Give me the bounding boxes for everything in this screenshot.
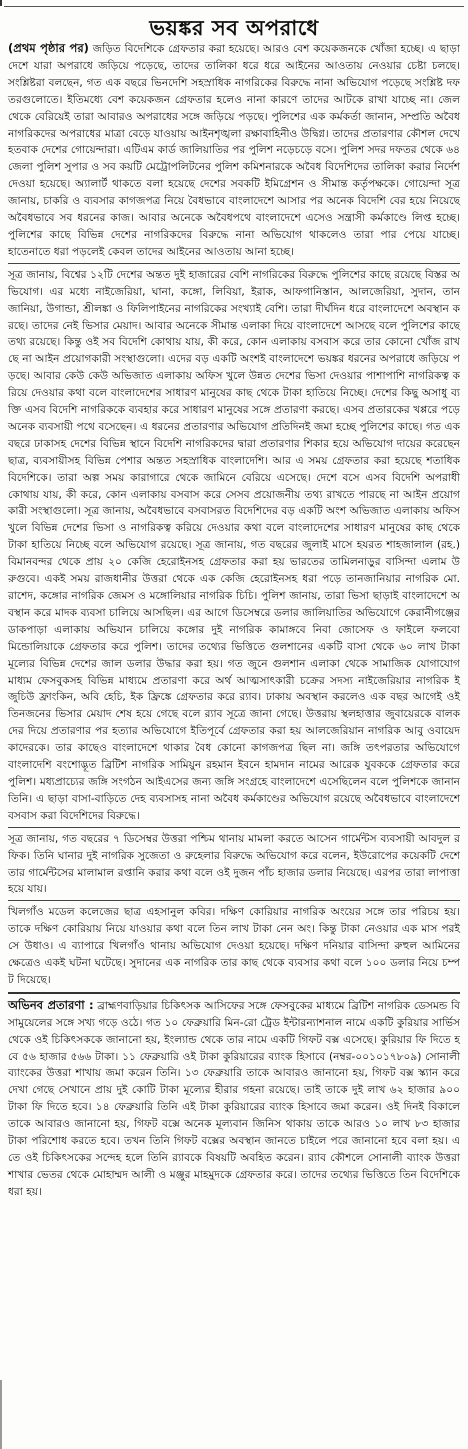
article-body bbox=[8, 40, 460, 1201]
paragraph-5-text: ব্রাহ্মণবাড়িয়ার চিকিৎসক আসিফের সঙ্গে ফেসবুকের মাধ্যমে ব্রিটিশ নাগরিক ডেসমন্ড বি সামুয়েলের সঙ্গে সখ্য গড়ে ওঠে। গত ১০ ফেব্রুয়ারি মিন-রো ট্রেড ইন্টারন্যাশনাল নামে একটি কুরিয়ার সার্ভিস থেকে ওই চিকিৎসককে জানানো হয়, ইংল্যান্ড থেকে তার নামে একটি গিফট বক্স এসেছে। কুরিয়ার ফি দিতে হবে ৫৬ হাজার ৫৬৬ টাকা। ১১ ফেব্রুয়ারি ওই টাকা কুরিয়ারের ব্যাংক হিসাবে (নম্বর-০০১০১৭৮০৯) সোনালী ব্যাংকের উত্তরা শাখায় জমা করেন তিনি। ১৩ ফেব্রুয়ারি তাকে আবারও জানানো হয়, গিফট বক্স স্ক্যান করে দেখা গেছে সেখানে প্রায় দুই কোটি টাকা মূল্যের হীরার গহনা রয়েছে। তাই তাকে দুই লাখ ৬২ হাজার ৯০০ টাকা ফি দিতে হবে। ১৪ ফেব্রুয়ারি তিনি এই টাকা কুরিয়ারের ব্যাংক হিসাবে জমা করেন। ওই দিনই বিকালে তাকে আবারও জানানো হয়, গিফট বক্সে অনেক মূল্যবান জিনিস থাকায় তাকে আরও ১০ লাখ ৮৩ হাজার টাকা পরিশোধ করতে হবে। তখন তিনি গিফট বক্সের অবস্থান জানতে চাইলে পরে জানানো হবে বলা হয়। এতে ওই চিকিৎসকের সন্দেহ হলে তিনি র‌্যাবকে বিষয়টি অবহিত করেন। র‌্যাব কৌশলে সোনালী ব্যাংক উত্তরা শাখার ভেতর থেকে মোহাম্মদ আলী ও মঞ্জুর মাহমুদকে গ্রেফতার করে। তাদের তথ্যের ভিত্তিতে তিন বিদেশিকে ধরা হয়। bbox=[8, 999, 461, 1198]
paragraph-3: সূত্র জানায়, গত বছরের ৭ ডিসেম্বর উত্তরা পশ্চিম থানায় মামলা করতে আসেন গার্মেন্টস ব্যবসায়ী আবদুল রফিক। তিনি ঘানার দুই নাগরিক সুজেতা ও রুহেলার বিরুদ্ধে অভিযোগ করে বলেন, ইউরোপের কয়েকটি দেশে তার গার্মেন্টসের মালামাল রপ্তানি করার কথা বলে ওই দুজন পাঁচ হাজার ডলার নিয়েছে। এরপর তারা লাপাত্তা হয়ে যায়। bbox=[8, 832, 460, 896]
edge-mark bbox=[0, 1380, 2, 1449]
headline: ভয়ঙ্কর সব অপরাধে bbox=[149, 16, 319, 40]
edge-mark bbox=[0, 0, 2, 6]
subhead-label: অভিনব প্রতারণা : bbox=[8, 997, 94, 1012]
paragraph-5 bbox=[8, 997, 460, 1201]
paragraph-2: সূত্র জানায়, বিশ্বের ১২টি দেশের অন্তত দুই হাজারের বেশি নাগরিকের বিরুদ্ধে পুলিশের কাছে রয়েছে বিস্তর অভিযোগ। এর মধ্যে নাইজেরিয়া, ঘানা, কঙ্গো, লিবিয়া, ইরাক, আফগানিস্তান, আলজেরিয়া, সুদান, তানজানিয়া, উগান্ডা, শ্রীলঙ্কা ও ফিলিপাইনের নাগরিকের সংখ্যাই বেশি। তারা দীর্ঘদিন ধরে বাংলাদেশে অবস্থান করছে। তাদের নেই ভিসার মেয়াদ। আবার অনেকে সীমান্ত এলাকা দিয়ে বাংলাদেশে আসছে বলে পুলিশের কাছে তথ্য রয়েছে। কিন্তু ওই সব বিদেশি কোথায় যায়, কী করে, কোন এলাকায় বসবাস করে তার কোনো খোঁজ রাখছে না আইন প্রয়োগকারী সংস্থাগুলো। এদের বড় একটি অংশই বাংলাদেশে ভয়ঙ্কর ধরনের অপরাধে জড়িয়ে পড়ছে। আবার কেউ কেউ অভিজাত এলাকায় অফিস খুলে উন্নত দেশের ভিসা দেওয়ার পাশাপাশি নাগরিকত্ব করিয়ে দেওয়ার কথা বলে বাংলাদেশের সাধারণ মানুষের কাছ থেকে টাকা হাতিয়ে নিচ্ছে। দেশের কিছু অসাধু ব্যক্তি এসব বিদেশি নাগরিককে ব্যবহার করে সাধারণ মানুষের সঙ্গে প্রতারণা করছে। এসব প্রতারকের খপ্পরে পড়ে অনেক ব্যবসায়ী পথে বসেছেন। এ ধরনের প্রতারণার অভিযোগ প্রতিদিনই জমা হচ্ছে পুলিশের কাছে। গত এক বছরে ঢাকাসহ দেশের বিভিন্ন স্থানে বিদেশি নাগরিকদের দ্বারা প্রতারণার শিকার হয়ে অভিযোগ দায়ের করেছেন ছাত্র, ব্যবসায়ীসহ বিভিন্ন পেশার অন্তত সহস্রাধিক বাংলাদেশি। আর এ সময় গ্রেফতার করা হয়েছে শতাধিক বিদেশিকে। তারা অল্প সময় কারাগারে থেকে জামিনে বেরিয়ে এসেছে। দেশে বসে এসব বিদেশি অপরাধী কোথায় যায়, কী করে, কোন এলাকায় বসবাস করে সেসব প্রয়োজনীয় তথ্য রাখতে পারছে না আইন প্রয়োগকারী সংস্থাগুলো। সূত্র জানায়, অবৈধভাবে বসবাসরত বিদেশিদের বড় একটি অংশ অভিজাত এলাকায় অফিস খুলে বিভিন্ন দেশের ভিসা ও নাগরিকত্ব করিয়ে দেওয়ার কথা বলে বাংলাদেশের সাধারণ মানুষের কাছ থেকে টাকা হাতিয়ে নিচ্ছে বলে অভিযোগ রয়েছে। সূত্র জানায়, গত বছরের জুলাই মাসে হযরত শাহজালাল (রহ.) বিমানবন্দর থেকে প্রায় ২০ কেজি হেরোইনসহ গ্রেফতার করা হয় ভারতের তামিলনাড়ুর বাসিন্দা এলাম উরুগুবে। একই সময় রাজধানীর উত্তরা থেকে এক কেজি হেরোইনসহ ধরা পড়ে তানজানিয়ার নাগরিক মো. রাশেদ, কঙ্গোর নাগরিক জেমস ও মঙ্গোলিয়ার নাগরিক চিচি। পুলিশ জানায়, তারা ভিসা ছাড়াই বাংলাদেশে অবস্থান করে মাদক ব্যবসা চালিয়ে আসছিল। এর আগে ডিসেম্বরে ডলার জালিয়াতির অভিযোগে কেরানীগঞ্জের ডাকপাড়া এলাকায় অভিযান চালিয়ে কঙ্গোর দুই নাগরিক কামাঙ্গবে নিবা জোসেফ ও ফাইলে ফলবো মিন্ডোলিয়াকে গ্রেফতার করে পুলিশ। তাদের তথ্যের ভিত্তিতে গুলশানের একটি বাসা থেকে ৬০ লাখ টাকা মূল্যের বিভিন্ন দেশের জাল ডলার উদ্ধার করা হয়। গত জুনে গুলশান এলাকা থেকে সামাজিক যোগাযোগ মাধ্যম ফেসবুকসহ বিভিন্ন মাধ্যমে প্রতারণা করে অর্থ আত্মসাৎকারী চক্রের সদস্য নাইজেরিয়ার নাগরিক ইজুচিউ ফ্রাংকিন, অবি হেচি, ইক ফ্রিঙ্কে গ্রেফতার করে র‌্যাব। ঢাকায় অবস্থান করলেও এক বছর আগেই ওই তিনজনের ভিসার মেয়াদ শেষ হয়ে গেছে বলে র‌্যাব সূত্রে জানা গেছে। উত্তরায় স্থলহাত্তার জুবায়েরকে বালকদের দিয়ে প্রতারণার পর হত্যার অভিযোগে ইতিপূর্বে গ্রেফতার করা হয় আলজেরিয়ান নাগরিক আবু ওবায়েদ কাদেরকে। তার কাছেও বাংলাদেশে থাকার বৈধ কোনো কাগজপত্র ছিল না। জঙ্গি তৎপরতার অভিযোগে বাংলাদেশি বংশোদ্ভূত ব্রিটিশ নাগরিক সামিয়ুন রহমান ইবনে হামদান নামের আরেক যুবককে গ্রেফতার করে পুলিশ। মধ্যপ্রাচ্যের জঙ্গি সংগঠন আইএসের জন্য জঙ্গি সংগ্রহে বাংলাদেশে এসেছিলেন বলে পুলিশকে জানান তিনি। এ ছাড়া বাসা-বাড়িতে দেহ ব্যবসাসহ নানা অবৈধ কর্মকাণ্ডের অভিযোগ রয়েছে অবৈধভাবে বাংলাদেশে বসবাস করা বিদেশিদের বিরুদ্ধে। bbox=[8, 268, 460, 822]
continuation-label: (প্রথম পৃষ্ঠার পর) bbox=[8, 41, 89, 55]
divider bbox=[8, 992, 460, 994]
paragraph-1-text: জড়িত বিদেশিকে গ্রেফতার করা হয়েছে। আরও বেশ কয়েকজনকে খোঁজা হচ্ছে। এ ছাড়া দেশে যারা অপরাধে জড়িয়ে পড়েছে, তাদের তালিকা ধরে ধরে আইনের আওতায় নেওয়ার চেষ্টা চলছে। সংশ্লিষ্টরা বলছেন, গত এক বছরে ভিনদেশি সহস্রাধিক নাগরিকের বিরুদ্ধে নানা অভিযোগ পড়েছে সংশ্লিষ্ট দফতরগুলোতে। ইতিমধ্যে বেশ কয়েকজন গ্রেফতার হলেও নানা কারণে তাদের আটকে রাখা যাচ্ছে না। জেল থেকে বেরিয়েই তারা আবারও অপরাধের সঙ্গে জড়িয়ে পড়ছে। পুলিশের এক কর্মকর্তা জানান, সম্প্রতি অবৈধ নাগরিকদের অপরাধের মাত্রা বেড়ে যাওয়ায় আইনশৃঙ্খলা রক্ষাবাহিনীও উদ্বিগ্ন। তাদের প্রতারণার কৌশল দেখে হতবাক দেশের গোয়েন্দারা। এটিএম কার্ড জালিয়াতির পর পুলিশ নড়েচড়ে বসে। পুলিশ সদর দফতর থেকে ৬৪ জেলা পুলিশ সুপার ও সব কয়টি মেট্রোপলিটনের পুলিশ কমিশনারকে অবৈধ বিদেশিদের তালিকা করার নির্দেশ দেওয়া হয়েছে। অ্যালার্ট থাকতে বলা হয়েছে দেশের সবকটি ইমিগ্রেশন ও সীমান্ত কর্তৃপক্ষকে। গোয়েন্দা সূত্র জানায়, চাকরি ও ব্যবসার কাগজপত্র নিয়ে বৈধভাবে বাংলাদেশে আসার পর অনেক বিদেশি বের হয়ে নিয়েছে অবৈধভাবে সব ধরনের কাজ। আবার অনেকে অবৈধপথে বাংলাদেশে এসেও সন্ত্রাসী কর্মকাণ্ডে লিপ্ত হচ্ছে। পুলিশের কাছে বিভিন্ন দেশের নাগরিকদের বিরুদ্ধে নানা অভিযোগ থাকলেও তারা পার পেয়ে যাচ্ছে। হাতেনাতে ধরা পড়লেই কেবল তাদের আইনের আওতায় আনা হচ্ছে। bbox=[8, 43, 460, 258]
top-rule bbox=[4, 0, 464, 7]
divider bbox=[8, 900, 460, 901]
paragraph-4: খিলগাঁও মডেল কলেজের ছাত্র এহসানুল কবির। দক্ষিণ কোরিয়ার নাগরিক অংয়ের সঙ্গে তার পরিচয় হয়। তাকে দক্ষিণ কোরিয়ায় নিয়ে যাওয়ার কথা বলে তিন লাখ টাকা নেন অং। কিন্তু টাকা নেওয়ার এক মাস পরই সে উধাও। এ ব্যাপারে খিলগাঁও থানায় অভিযোগ দেওয়া হয়েছে। দক্ষিণ দনিয়ার বাসিন্দা রুহুল আমিনের ক্ষেত্রেও একই ঘটনা ঘটেছে। সুদানের এক নাগরিক তার কাছ থেকে ব্যবসার কথা বলে ১০০ ডলার নিয়ে চম্পট দিয়েছে। bbox=[8, 906, 460, 986]
divider bbox=[8, 827, 460, 828]
divider bbox=[8, 263, 460, 264]
paragraph-1 bbox=[8, 40, 460, 261]
